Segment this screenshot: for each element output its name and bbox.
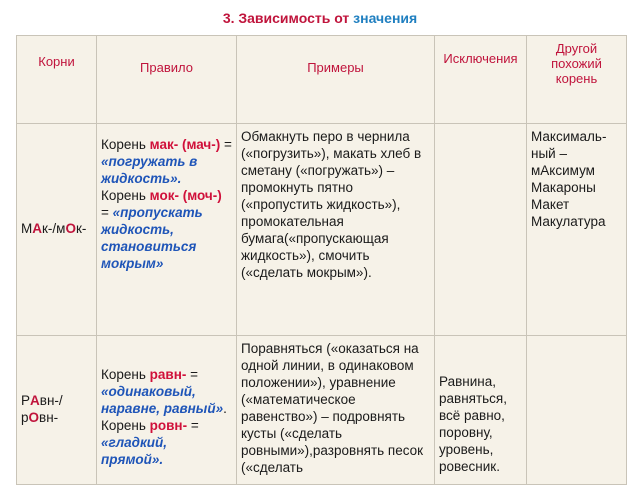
exception-text: внина, равняться, всё равно, пор xyxy=(439,373,507,440)
root-text: М xyxy=(21,220,33,236)
rule-text: Корень xyxy=(101,367,150,382)
spelling-rules-table xyxy=(16,35,627,485)
header-roots: Корни xyxy=(17,36,97,124)
rule-root: мок- (моч-) xyxy=(149,188,222,203)
header-exceptions: Исключения xyxy=(435,36,527,124)
root-vowel: О xyxy=(28,409,40,425)
table-row xyxy=(17,124,627,336)
example-vowel: о xyxy=(334,248,342,263)
example-vowel: о xyxy=(362,409,370,424)
root-text: вн-/р xyxy=(21,392,63,425)
example-text: кать хлеб в сметану («погружать») –пром xyxy=(241,146,422,195)
exception-text: вень, р xyxy=(439,441,494,474)
example-vowel: а xyxy=(268,129,276,144)
example-text: внять кусты («сделать ровными»),разр xyxy=(241,409,406,458)
rule-root: ровн- xyxy=(149,418,188,433)
exception-text: весник. xyxy=(454,458,500,474)
rule-text: Корень xyxy=(101,418,150,433)
rule-text: = xyxy=(220,137,232,152)
table-row xyxy=(17,336,627,485)
example-vowel: а xyxy=(342,146,351,161)
header-rule: Правило xyxy=(97,36,237,124)
rule-text: = xyxy=(187,418,199,433)
rule-text: = xyxy=(101,205,113,220)
rule-text: Корень xyxy=(101,137,150,152)
example-vowel: о xyxy=(272,214,281,229)
example-text: Обм xyxy=(241,129,269,144)
exception-vowel: о xyxy=(446,458,455,474)
example-text: Пор xyxy=(241,341,266,356)
other-root-cell: Максималь-ный – мАксимум Макароны Макет Макулатура xyxy=(527,124,627,336)
header-row xyxy=(17,36,627,124)
example-text: кнуть перо в чернила («погрузить»), м xyxy=(241,129,410,161)
rule-meaning: «пропускать жидкость, становиться мокрым» xyxy=(101,205,203,271)
example-text: вняться («оказаться на одной линии, в одинаковом положении»), ур xyxy=(241,341,419,390)
root-cell xyxy=(17,336,97,485)
rule-cell xyxy=(97,336,237,485)
root-text: Р xyxy=(21,392,31,408)
exceptions-cell xyxy=(435,336,527,485)
rule-meaning: «погружать в жидкость». xyxy=(101,154,198,186)
rule-cell xyxy=(97,124,237,336)
exception-text: вну, ур xyxy=(439,424,493,457)
exceptions-cell xyxy=(435,124,527,336)
root-text: вн- xyxy=(39,409,59,425)
root-vowel: О xyxy=(65,220,76,236)
title-accent: значения xyxy=(353,10,418,26)
example-text: чить («сделать мокрым»). xyxy=(241,248,372,280)
example-vowel: о xyxy=(272,180,281,195)
other-root-cell xyxy=(527,336,627,485)
exception-vowel: о xyxy=(453,441,461,457)
page-title xyxy=(0,10,640,26)
exception-text: Р xyxy=(439,373,448,389)
title-prefix: 3. Зависимость от xyxy=(222,10,354,26)
example-text: кательная бумага(«пропускающая жидкость»), см xyxy=(241,214,389,263)
examples-cell xyxy=(237,336,435,485)
example-vowel: о xyxy=(341,443,350,458)
rule-root: равн- xyxy=(149,367,187,382)
header-other-root: Другой похожий корень xyxy=(527,36,627,124)
example-vowel: а xyxy=(343,375,352,390)
rule-meaning: «гладкий, прямой». xyxy=(101,435,168,467)
example-vowel: а xyxy=(265,341,274,356)
rule-meaning: «одинаковый, наравне, равный» xyxy=(101,384,224,416)
examples-cell xyxy=(237,124,435,336)
rule-text: = xyxy=(186,367,198,382)
rule-text: . xyxy=(223,401,227,416)
header-examples: Примеры xyxy=(237,36,435,124)
root-text: к-/м xyxy=(42,220,66,236)
example-text: внение («математическое равенство») – подр xyxy=(241,375,396,424)
root-text: к- xyxy=(75,220,87,236)
example-text: внять песок («сделать xyxy=(241,443,424,475)
rule-root: мак- (мач-) xyxy=(149,137,221,152)
root-vowel: А xyxy=(30,392,40,408)
exception-vowel: а xyxy=(447,373,456,389)
root-cell xyxy=(17,124,97,336)
exception-vowel: о xyxy=(461,424,469,440)
root-vowel: А xyxy=(32,220,42,236)
example-text: кнуть пятно («пропустить жидкость»), пром xyxy=(241,180,401,229)
rule-text: Корень xyxy=(101,188,150,203)
